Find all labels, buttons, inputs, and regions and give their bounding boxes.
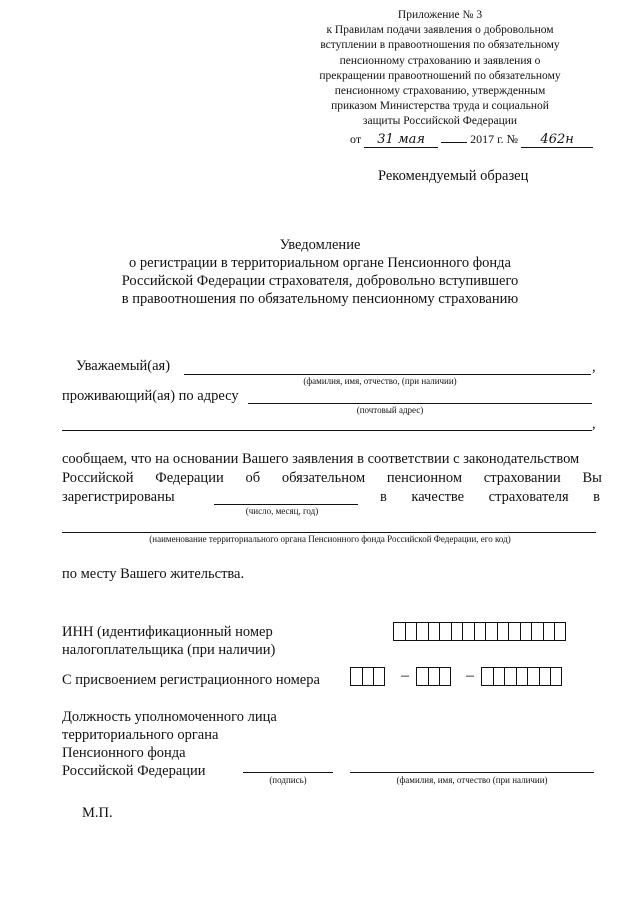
reg-cell xyxy=(481,667,493,686)
reg-dash: – xyxy=(401,667,409,684)
position-line: Пенсионного фонда xyxy=(62,745,186,761)
inn-label-line-1: ИНН (идентификационный номер xyxy=(62,624,273,640)
notice-subtitle-line: в правоотношения по обязательному пенсионному страхованию xyxy=(121,291,519,307)
date-prefix: от xyxy=(350,132,362,146)
word: пенсионном xyxy=(386,470,462,486)
notice-subtitle-line: о регистрации в территориальном органе Пенсионного фонда xyxy=(129,255,511,271)
reg-cell xyxy=(527,667,539,686)
appendix-line: Приложение № 3 xyxy=(397,9,483,21)
reg-cell xyxy=(493,667,505,686)
order-date-line xyxy=(350,132,593,148)
inn-cell xyxy=(405,622,417,641)
inn-cell xyxy=(554,622,566,641)
position-line: Должность уполномоченного лица xyxy=(62,709,277,725)
notice-heading: Уведомление xyxy=(279,237,361,253)
address-label: проживающий(ая) по адресу xyxy=(62,388,239,404)
comma: , xyxy=(592,416,596,432)
order-number-handwritten: 462н xyxy=(521,132,593,148)
registration-date-line xyxy=(214,504,358,505)
paragraph-line-3 xyxy=(380,489,600,506)
word: в xyxy=(380,489,387,505)
order-year: 2017 г. № xyxy=(470,132,519,146)
reg-number-cells-3 xyxy=(481,667,562,686)
reg-number-cells-1 xyxy=(350,667,385,686)
notice-subtitle-line: Российской Федерации страхователя, добровольно вступившего xyxy=(121,273,519,289)
reg-cell xyxy=(416,667,428,686)
paragraph-line-2 xyxy=(62,470,602,487)
word: страхователя xyxy=(488,489,569,505)
reg-cell xyxy=(550,667,562,686)
order-date-gap xyxy=(441,142,467,143)
inn-cell xyxy=(462,622,474,641)
reg-number-cells-2 xyxy=(416,667,451,686)
inn-cell xyxy=(497,622,509,641)
recipient-name-line xyxy=(184,374,591,375)
territorial-organ-line xyxy=(62,532,596,533)
word: Российской xyxy=(62,470,134,486)
inn-label-line-2: налогоплательщика (при наличии) xyxy=(62,642,276,658)
appendix-line: защиты Российской Федерации xyxy=(362,115,518,128)
dear-label: Уважаемый(ая) xyxy=(76,358,171,374)
appendix-line: к Правилам подачи заявления о добровольном xyxy=(326,24,554,37)
inn-cells xyxy=(393,622,566,641)
reg-cell xyxy=(516,667,528,686)
position-line: Российской Федерации xyxy=(62,763,206,779)
appendix-header xyxy=(300,8,580,130)
address-line xyxy=(248,403,592,404)
reg-cell xyxy=(504,667,516,686)
inn-cell xyxy=(520,622,532,641)
reg-cell xyxy=(362,667,374,686)
reg-cell xyxy=(428,667,440,686)
notice-title xyxy=(80,236,560,308)
comma: , xyxy=(592,359,596,375)
word: Вы xyxy=(582,470,602,486)
inn-cell xyxy=(531,622,543,641)
official-name-caption: (фамилия, имя, отчество (при наличии) xyxy=(396,775,548,785)
official-position xyxy=(62,708,277,780)
word: об xyxy=(245,470,261,486)
appendix-line: вступлении в правоотношения по обязательному xyxy=(320,39,560,52)
reg-cell xyxy=(350,667,362,686)
order-date-handwritten: 31 мая xyxy=(364,132,438,148)
recommended-sample-label: Рекомендуемый образец xyxy=(378,168,529,184)
address-caption: (почтовый адрес) xyxy=(356,405,424,415)
appendix-line: пенсионному страхованию и заявления о xyxy=(339,54,541,67)
word: страховании xyxy=(483,470,561,486)
inn-cell xyxy=(393,622,405,641)
word: качестве xyxy=(411,489,465,505)
inn-cell xyxy=(451,622,463,641)
appendix-line: пенсионному страхованию, утвержденным xyxy=(334,85,546,98)
signature-caption: (подпись) xyxy=(269,775,307,785)
stamp-place: М.П. xyxy=(82,805,113,821)
reg-cell xyxy=(439,667,451,686)
residence-text: по месту Вашего жительства. xyxy=(62,566,245,582)
word: Федерации xyxy=(155,470,224,486)
inn-cell xyxy=(543,622,555,641)
reg-number-label: С присвоением регистрационного номера xyxy=(62,672,320,688)
inn-cell xyxy=(508,622,520,641)
inn-cell xyxy=(439,622,451,641)
reg-dash: – xyxy=(466,667,474,684)
inn-cell xyxy=(485,622,497,641)
territorial-organ-caption: (наименование территориального органа Пенсионного фонда Российской Федерации, его код) xyxy=(149,534,511,544)
date-caption: (число, месяц, год) xyxy=(245,506,319,516)
inn-cell xyxy=(474,622,486,641)
official-name-line xyxy=(350,772,594,773)
position-line: территориального органа xyxy=(62,727,219,743)
appendix-line: прекращении правоотношений по обязательному xyxy=(319,69,561,82)
word: в xyxy=(593,489,600,505)
recipient-name-caption: (фамилия, имя, отчество, (при наличии) xyxy=(303,376,457,386)
reg-cell xyxy=(373,667,385,686)
address-line-2 xyxy=(62,430,592,431)
inn-cell xyxy=(428,622,440,641)
paragraph-line-1: сообщаем, что на основании Вашего заявления в соответствии с законодательством xyxy=(62,451,580,467)
signature-line xyxy=(243,772,333,773)
word: обязательном xyxy=(281,470,366,486)
registered-label: зарегистрированы xyxy=(62,489,175,505)
inn-cell xyxy=(416,622,428,641)
appendix-line: приказом Министерства труда и социальной xyxy=(331,100,549,113)
reg-cell xyxy=(539,667,551,686)
